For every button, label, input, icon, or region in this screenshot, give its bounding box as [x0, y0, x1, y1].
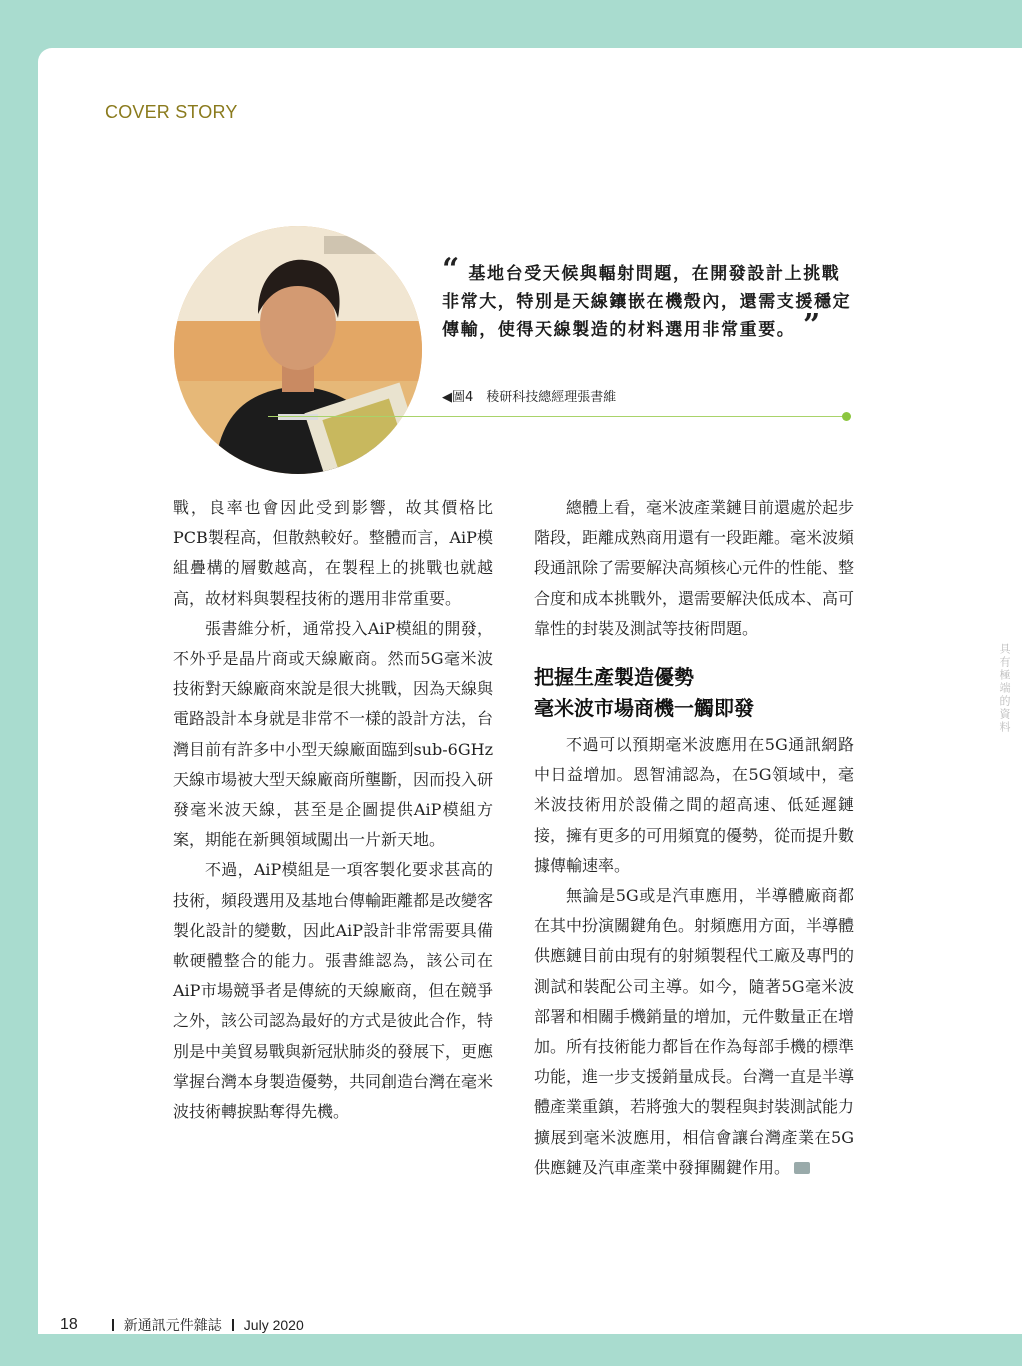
footer-separator: [232, 1319, 234, 1331]
body-paragraph: 不過可以預期毫米波應用在5G通訊網路中日益增加。恩智浦認為，在5G領域中，毫米波技術用於設備之間的超高速、低延遲鏈接，擁有更多的可用頻寬的優勢，從而提升數據傳輸速率。: [534, 735, 855, 875]
right-column: [534, 493, 854, 1183]
portrait-photo: [174, 226, 422, 474]
article-end-icon: [794, 1162, 810, 1174]
divider-line: [268, 416, 848, 417]
section-heading: [534, 662, 854, 724]
issue-date: July 2020: [243, 1317, 304, 1333]
close-quote-mark: ”: [802, 308, 822, 343]
section-label: COVER STORY: [105, 102, 238, 122]
body-paragraph: 總體上看，毫米波產業鏈目前還處於起步階段，距離成熟商用還有一段距離。毫米波頻段通訊除了需要解決高頻核心元件的性能、整合度和成本挑戰外，還需要解決低成本、高可靠性的封裝及測試等技術問題。: [534, 498, 855, 638]
left-column: [173, 493, 493, 1127]
body-paragraph: 不過，AiP模組是一項客製化要求甚高的技術，頻段選用及基地台傳輸距離都是改變客製化設計的變數，因此AiP設計非常需要具備軟硬體整合的能力。張書維認為，該公司在AiP市場競爭者是傳統的天線廠商，但在競爭之外，該公司認為最好的方式是彼此合作，特別是中美貿易戰與新冠狀肺炎的發展下，更應掌握台灣本身製造優勢，共同創造台灣在毫米波技術轉捩點奪得先機。: [173, 860, 494, 1122]
quote-text: 基地台受天候與輻射問題，在開發設計上挑戰非常大，特別是天線鑲嵌在機殼內，還需支援穩定傳輸，使得天線製造的材料選用非常重要。: [442, 264, 852, 340]
page-sheet: [38, 48, 1022, 1334]
divider-dot: [842, 412, 851, 421]
page-footer: [60, 1315, 304, 1335]
pull-quote: [442, 252, 852, 344]
section-heading-line-2: 毫米波市場商機一觸即發: [534, 696, 754, 721]
side-note: 具有極端的資料: [998, 643, 1011, 734]
open-quote-mark: “: [442, 252, 461, 287]
footer-separator: [112, 1319, 114, 1331]
photo-caption: ◀圖4 稜研科技總經理張書維: [442, 390, 617, 405]
page-number: 18: [60, 1316, 78, 1333]
body-paragraph: 無論是5G或是汽車應用，半導體廠商都在其中扮演關鍵角色。射頻應用方面，半導體供應鏈目前由現有的射頻製程代工廠及專門的測試和裝配公司主導。如今，隨著5G毫米波部署和相關手機銷量的增加，元件數量正在增加。所有技術能力都旨在作為每部手機的標準功能，進一步支援銷量成長。台灣一直是半導體產業重鎮，若將強大的製程與封裝測試能力擴展到毫米波應用，相信會讓台灣產業在5G供應鏈及汽車產業中發揮關鍵作用。: [534, 886, 855, 1177]
body-paragraph: 戰，良率也會因此受到影響，故其價格比PCB製程高，但散熱較好。整體而言，AiP模組疊構的層數越高，在製程上的挑戰也就越高，故材料與製程技術的選用非常重要。: [173, 498, 493, 608]
body-paragraph: 張書維分析，通常投入AiP模組的開發，不外乎是晶片商或天線廠商。然而5G毫米波技術對天線廠商來說是很大挑戰，因為天線與電路設計本身就是非常不一樣的設計方法，台灣目前有許多中小型天線廠面臨到sub-6GHz天線市場被大型天線廠商所壟斷，因而投入研發毫米波天線，甚至是企圖提供AiP模組方案，期能在新興領域闖出一片新天地。: [173, 618, 494, 850]
magazine-name: 新通訊元件雜誌: [123, 1317, 222, 1333]
portrait-illustration: [174, 226, 422, 474]
section-heading-line-1: 把握生產製造優勢: [534, 665, 694, 690]
